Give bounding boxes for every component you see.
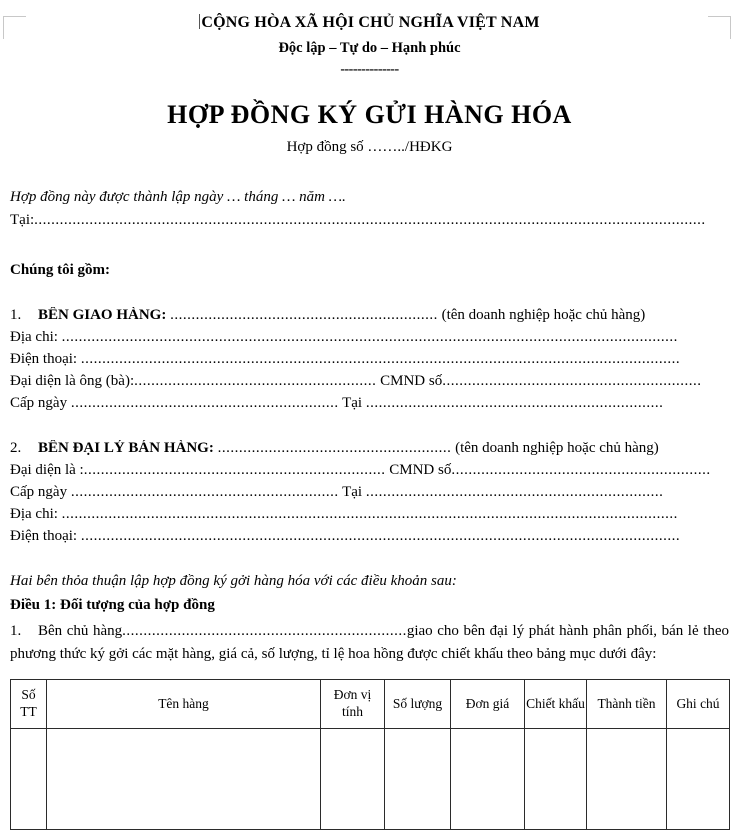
cell-don-vi-tinh[interactable] <box>321 729 385 830</box>
contract-number: Hợp đồng số ……../HĐKG <box>286 139 453 156</box>
document-page <box>0 13 739 813</box>
cell-so-tt[interactable] <box>11 729 47 830</box>
party2-phone-dots: ............................................................................................................................................. <box>80 528 681 545</box>
party1-id-dots: ............................................................. <box>442 373 702 390</box>
party1-heading <box>10 307 729 324</box>
party2-at-dots: ...................................................................... <box>365 484 664 501</box>
party2-issue-label: Cấp ngày <box>10 484 68 501</box>
cell-chiet-khau[interactable] <box>525 729 587 830</box>
clause-dots: ................................................................... <box>122 623 407 640</box>
column-header-ghi-chu: Ghi chú <box>667 680 730 729</box>
cell-ten-hang[interactable] <box>47 729 321 830</box>
party1-address-line <box>10 329 729 346</box>
national-title-text: CỘNG HÒA XÃ HỘI CHỦ NGHĨA VIỆT NAM <box>201 14 540 31</box>
party2-representative-line <box>10 462 729 479</box>
parties-label-text: Chúng tôi gồm: <box>10 262 111 279</box>
column-header-chiet-khau: Chiết khấu <box>525 680 587 729</box>
party1-at-label: Tại <box>342 395 363 412</box>
party1-name-note: (tên doanh nghiệp hoặc chủ hàng) <box>441 307 646 324</box>
cell-ghi-chu[interactable] <box>667 729 730 830</box>
column-header-so-tt: Số TT <box>11 680 47 729</box>
party1-rep-dots: ......................................................... <box>134 373 377 390</box>
cell-thanh-tien[interactable] <box>587 729 667 830</box>
party1-phone-dots: ............................................................................................................................................. <box>80 351 681 368</box>
article-1-clause-1 <box>10 620 729 665</box>
party2-address-label: Địa chi: <box>10 506 58 523</box>
party1-number: 1. <box>10 307 22 324</box>
party1-issue-label: Cấp ngày <box>10 395 68 412</box>
contract-date-line: Hợp đồng này được thành lập ngày … tháng … năm …. <box>10 189 346 206</box>
party2-id-label: CMND số <box>389 462 452 479</box>
party1-address-dots: ................................................................................................................................................. <box>61 329 678 346</box>
goods-table-header-row <box>11 680 730 729</box>
party2-name-note: (tên doanh nghiệp hoặc chủ hàng) <box>455 440 659 457</box>
party2-issue-dots: ............................................................... <box>70 484 339 501</box>
party2-phone-line <box>10 528 729 545</box>
clause-rest: giao cho bên đại lý phát hành phân phối, bán lẻ theo phương thức ký gởi các mặt hàng, giá cả, số lượng, tỉ lệ hoa hồng được chiết khấu theo bảng mục dưới đây: <box>10 623 730 662</box>
header-divider: -------------- <box>340 62 399 78</box>
cell-so-luong[interactable] <box>385 729 451 830</box>
article-1-heading: Điều 1: Đối tượng của hợp đồng <box>10 597 215 614</box>
party1-representative-line <box>10 373 729 390</box>
party1-at-dots: ...................................................................... <box>365 395 664 412</box>
national-motto: Độc lập – Tự do – Hạnh phúc <box>278 40 461 57</box>
column-header-don-gia: Đơn giá <box>451 680 525 729</box>
party2-id-dots: ............................................................. <box>451 462 711 479</box>
parties-label <box>10 262 729 279</box>
party1-address-label: Địa chi: <box>10 329 58 346</box>
column-header-thanh-tien: Thành tiền <box>587 680 667 729</box>
place-dots: .............................................................................................................................................................. <box>34 212 706 229</box>
national-title <box>10 13 729 32</box>
clause-number: 1. <box>10 623 22 640</box>
table-row <box>11 729 730 830</box>
party1-phone-line <box>10 351 729 368</box>
cell-don-gia[interactable] <box>451 729 525 830</box>
clause-lead: Bên chủ hàng <box>38 623 123 640</box>
party1-name: BÊN GIAO HÀNG: <box>38 307 167 324</box>
party2-address-line <box>10 506 729 523</box>
contract-place-line <box>10 212 729 229</box>
party2-name-dots: ....................................................... <box>217 440 452 457</box>
party1-id-label: CMND số <box>380 373 443 390</box>
party2-address-dots: ................................................................................................................................................. <box>61 506 678 523</box>
place-label: Tại: <box>10 212 35 229</box>
agreement-intro: Hai bên thỏa thuận lập hợp đồng ký gởi hàng hóa với các điều khoản sau: <box>10 573 457 590</box>
column-header-ten-hang: Tên hàng <box>47 680 321 729</box>
party1-phone-label: Điện thoại: <box>10 351 78 368</box>
party1-name-dots: ............................................................... <box>170 307 438 324</box>
party2-number: 2. <box>10 440 22 457</box>
party2-rep-dots: ....................................................................... <box>83 462 386 479</box>
goods-table <box>10 679 730 830</box>
party2-name: BÊN ĐẠI LÝ BÁN HÀNG: <box>38 440 214 457</box>
page-title: HỢP ĐỒNG KÝ GỬI HÀNG HÓA <box>167 100 572 130</box>
party2-issue-line <box>10 484 729 501</box>
party1-issue-line <box>10 395 729 412</box>
party2-phone-label: Điện thoại: <box>10 528 78 545</box>
party1-rep-label: Đại diện là ông (bà): <box>10 373 135 390</box>
column-header-don-vi-tinh: Đơn vị tính <box>321 680 385 729</box>
party2-at-label: Tại <box>342 484 363 501</box>
party2-rep-label: Đại diện là : <box>10 462 84 479</box>
column-header-so-luong: Số lượng <box>385 680 451 729</box>
party1-issue-dots: ............................................................... <box>70 395 339 412</box>
party2-heading <box>10 440 729 457</box>
